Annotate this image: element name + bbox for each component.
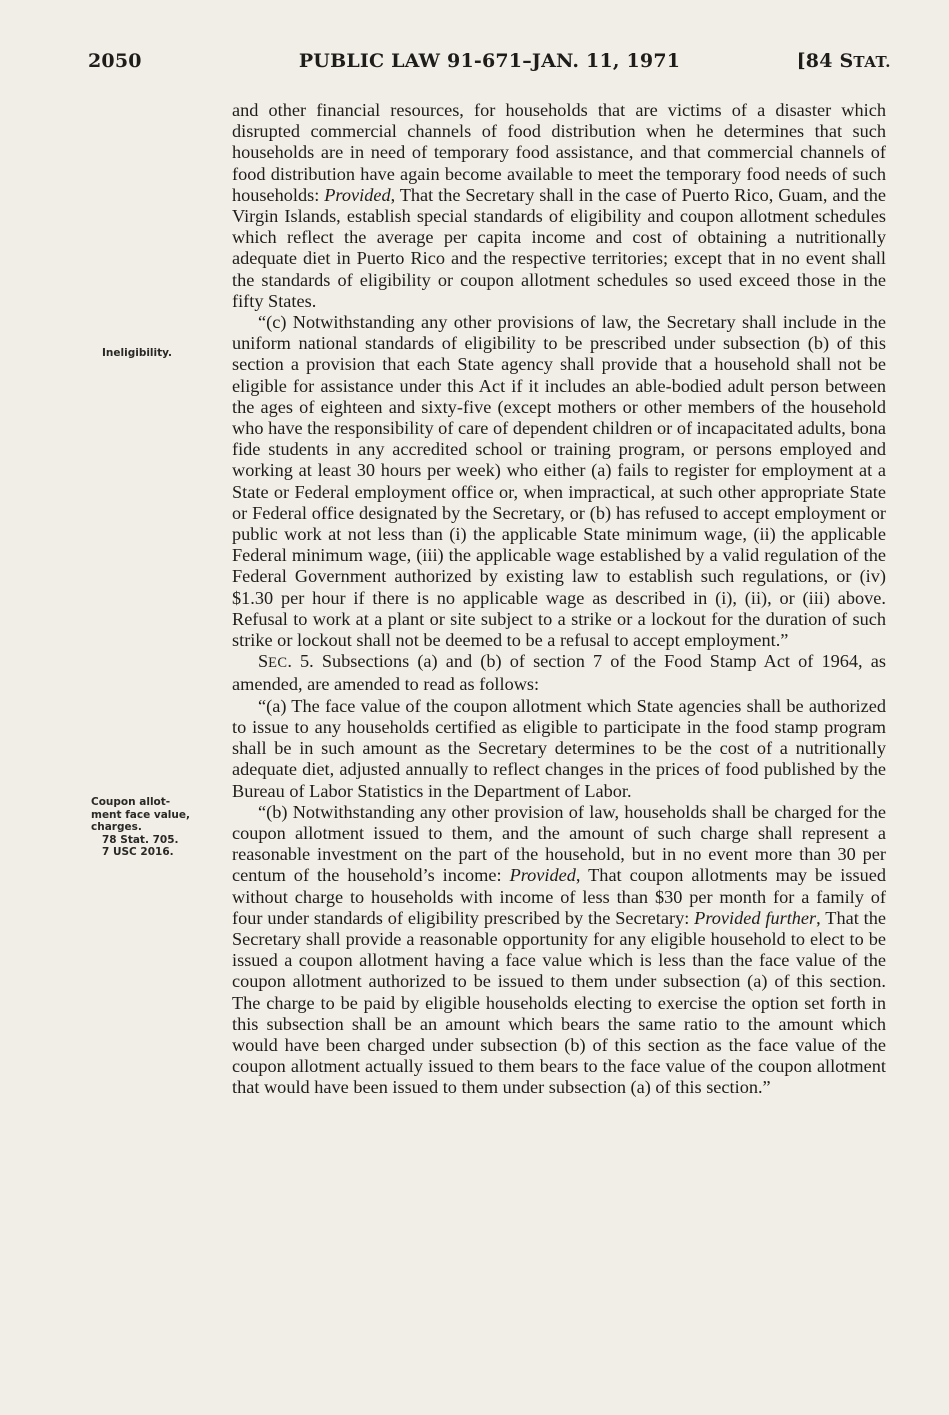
page-header — [88, 46, 891, 86]
running-title: PUBLIC LAW 91-671–JAN. 11, 1971 — [298, 50, 681, 72]
paragraph-section-5: SEC. 5. Subsections (a) and (b) of section 7 of the Food Stamp Act of 1964, as amended, are amended to read as follows: — [232, 651, 886, 695]
bleed-through-marks — [100, 108, 200, 120]
margin-note-coupon-charges: Coupon allot- ment face value, charges. 78 Stat. 705. 7 USC 2016. — [91, 796, 190, 858]
body-text — [232, 100, 886, 1099]
statute-volume: [84 STAT. — [796, 50, 891, 72]
page-number: 2050 — [88, 50, 142, 72]
paragraph-subsection-a: “(a) The face value of the coupon allotment which State agencies shall be authorized to issue to any households certified as eligible to participate in the food stamp program shall be in such amount as the Secretary determines to be the cost of a nutritionally adequate diet, adjusted annually to reflect changes in the prices of food published by the Bureau of Labor Statistics in the Department of Labor. — [232, 695, 886, 801]
margin-note-ineligibility: Ineligibility. — [102, 347, 173, 359]
statute-citation: 78 Stat. 705. — [102, 833, 179, 846]
paragraph-subsection-b: “(b) Notwithstanding any other provision of law, households shall be charged for the coupon allotment issued to them, and the amount of such charge shall represent a reasonable investment on the part of the household, but in no event more than 30 per centum of the household’s income: Provided, That coupon allotments may be issued without charge to households with income of less than $30 per month for a family of four under standards of eligibility prescribed by the Secretary: Provided further, That the Secretary shall provide a reasonable opportunity for any eligible household to elect to be issued a coupon allotment having a face value which is less than the face value of the coupon allotment authorized to be issued to them under subsection (a) of this section. The charge to be paid by eligible households electing to exercise the option set forth in this subsection shall be an amount which bears the same ratio to the amount which would have been charged under subsection (b) of this section as the face value of the coupon allotment actually issued to them bears to the face value of the coupon allotment that would have been issued to them under subsection (a) of this section.” — [232, 801, 886, 1098]
usc-citation: 7 USC 2016. — [102, 846, 174, 858]
paragraph-continuation: and other financial resources, for households that are victims of a disaster which disrupted commercial channels of food distribution when he determines that such households are in need of temporary food assistance, and that commercial channels of food distribution have again become available to meet the temporary food needs of such households: Provided, That the Secretary shall in the case of Puerto Rico, Guam, and the Virgin Islands, establish special standards of eligibility and coupon allotment schedules which reflect the average per capita income and cost of obtaining a nutritionally adequate diet in Puerto Rico and the respective territories; except that in no event shall the standards of eligibility or coupon allotment schedules so used exceed those in the fifty States. — [232, 100, 886, 311]
paragraph-subsection-c: “(c) Notwithstanding any other provisions of law, the Secretary shall include in the uniform national standards of eligibility to be prescribed under subsection (b) of this section a provision that each State agency shall provide that a household shall not be eligible for assistance under this Act if it includes an able-bodied adult person between the ages of eighteen and sixty-five (except mothers or other members of the household who have the responsibility of care of dependent children or of incapacitated adults, bona fide students in any accredited school or training program, or persons employed and working at least 30 hours per week) who either (a) fails to register for employment at a State or Federal employment office or, when impractical, at such other appropriate State or Federal office designated by the Secretary, or (b) has refused to accept employment or public work at not less than (i) the applicable State minimum wage, (ii) the applicable Federal minimum wage, (iii) the applicable wage established by a valid regulation of the Federal Government authorized by existing law to establish such regulations, or (iv) $1.30 per hour if there is no applicable wage as described in (i), (ii), or (iii) above. Refusal to work at a plant or site subject to a strike or a lockout for the duration of such strike or lockout shall not be deemed to be a refusal to accept employment.” — [232, 312, 886, 651]
